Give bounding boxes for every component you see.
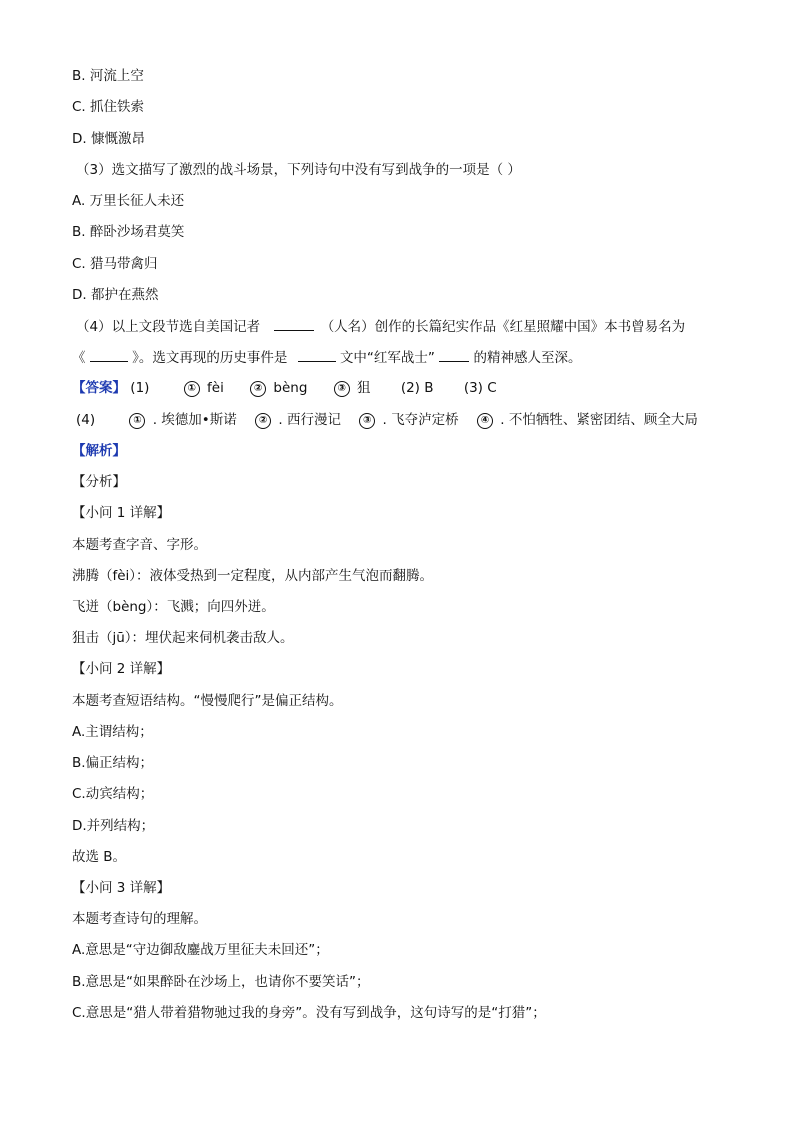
section-heading-fenxi: 【分析】 [72, 474, 126, 490]
option-c-text: C. 抓住铁索 [72, 99, 145, 115]
q3-explanation-3: B.意思是“如果醉卧在沙场上，也请你不要笑话”； [72, 974, 370, 990]
question-4-text-f: 的精神感人至深。 [473, 350, 582, 366]
circled-number-1: ① [184, 381, 200, 397]
q1-explanation-1: 本题考查字音、字形。 [72, 537, 207, 553]
q1-explanation-3: 飞迸（bèng）：飞溅；向四外迸。 [72, 599, 275, 615]
fill-blank-3 [298, 348, 336, 362]
question-4-text-a: （4）以上文段节选自美国记者 [76, 319, 261, 335]
circled-number-2: ② [250, 381, 266, 397]
question-4-text-b: （人名）创作的长篇纪实作品《红星照耀中国》本书曾易名为 [320, 319, 686, 335]
circled-number-3: ③ [359, 413, 375, 429]
q2-explanation-2: A.主谓结构； [72, 724, 153, 740]
q3-option-c: C. 猎马带禽归 [72, 256, 158, 272]
circled-number-3: ③ [334, 381, 350, 397]
q2-explanation-3: B.偏正结构； [72, 755, 154, 771]
question-4-text-c: 《 [72, 350, 86, 366]
question-3-text: （3）选文描写了激烈的战斗场景，下列诗句中没有写到战争的一项是（ ） [76, 162, 521, 178]
answer-4-value-3: . 飞夺泸定桥 [382, 412, 459, 428]
section-heading-q1: 【小问 1 详解】 [72, 505, 171, 521]
circled-number-4: ④ [477, 413, 493, 429]
question-4-text-e: 文中“红军战士” [339, 350, 435, 366]
q2-explanation-6: 故选 B。 [72, 849, 127, 865]
option-d-text: D. 慷慨激昂 [72, 131, 145, 147]
q2-explanation-5: D.并列结构； [72, 818, 155, 834]
q1-explanation-4: 狙击（jū）：埋伏起来伺机袭击敌人。 [72, 630, 294, 646]
circled-number-1: ① [129, 413, 145, 429]
section-heading-q2: 【小问 2 详解】 [72, 661, 171, 677]
q3-option-d: D. 都护在燕然 [72, 287, 159, 303]
answer-4-label: (4) [76, 412, 96, 428]
answer-1-value-1: fèi [207, 380, 224, 396]
answer-1-label: (1) [130, 380, 150, 396]
q1-explanation-2: 沸腾（fèi）：液体受热到一定程度，从内部产生气泡而翻腾。 [72, 568, 434, 584]
answer-4-value-2: . 西行漫记 [278, 412, 341, 428]
option-b-text: B. 河流上空 [72, 68, 144, 84]
analysis-tag: 【解析】 [72, 443, 126, 459]
q3-option-a: A. 万里长征人未还 [72, 193, 185, 209]
fill-blank-1 [274, 317, 314, 331]
q3-explanation-4: C.意思是“猎人带着猎物驰过我的身旁”。没有写到战争，这句诗写的是“打猎”； [72, 1005, 546, 1021]
answer-2: (2) B [400, 380, 434, 396]
question-4-line2 [72, 348, 582, 367]
answer-4-value-4: . 不怕牺牲、紧密团结、顾全大局 [500, 412, 698, 428]
answer-4-value-1: . 埃德加•斯诺 [152, 412, 237, 428]
fill-blank-4 [439, 348, 469, 362]
answer-1-value-2: bèng [273, 380, 308, 396]
q3-option-b: B. 醉卧沙场君莫笑 [72, 224, 185, 240]
answer-tag: 【答案】 [72, 380, 126, 396]
fill-blank-2 [90, 348, 128, 362]
q3-explanation-1: 本题考查诗句的理解。 [72, 911, 207, 927]
answer-line-2 [76, 411, 698, 429]
question-4-line1 [76, 317, 685, 336]
section-heading-q3: 【小问 3 详解】 [72, 880, 171, 896]
answer-line-1 [72, 379, 497, 397]
question-4-text-d: 》。选文再现的历史事件是 [132, 350, 288, 366]
answer-1-value-3: 狙 [357, 380, 371, 396]
circled-number-2: ② [255, 413, 271, 429]
answer-3: (3) C [463, 380, 497, 396]
q2-explanation-1: 本题考查短语结构。“慢慢爬行”是偏正结构。 [72, 693, 343, 709]
q3-explanation-2: A.意思是“守边御敌鏖战万里征夫未回还”； [72, 942, 329, 958]
q2-explanation-4: C.动宾结构； [72, 786, 154, 802]
